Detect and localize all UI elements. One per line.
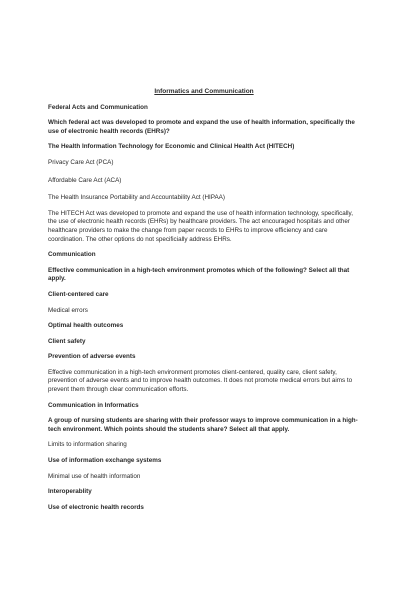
q1-option-pca: Privacy Care Act (PCA) bbox=[48, 158, 114, 166]
section-heading-communication: Communication bbox=[48, 251, 96, 259]
q1-option-aca: Affordable Care Act (ACA) bbox=[48, 176, 122, 184]
q3-option-info-exchange-systems: Use of information exchange systems bbox=[48, 457, 162, 465]
q3-option-minimal-use: Minimal use of health information bbox=[48, 472, 141, 480]
section-heading-federal-acts: Federal Acts and Communication bbox=[48, 103, 148, 111]
q3-option-limits-info-sharing: Limits to information sharing bbox=[48, 441, 127, 449]
q2-option-medical-errors: Medical errors bbox=[48, 306, 88, 314]
q2-option-client-centered-care: Client-centered care bbox=[48, 290, 109, 298]
question-2: Effective communication in a high-tech environment promotes which of the following? Select all that apply. bbox=[48, 266, 350, 283]
question-3: A group of nursing students are sharing with their professor ways to improve communication in a high-tech environment. Which points should the students share? Select all that apply. bbox=[48, 417, 358, 433]
question-1: Which federal act was developed to promote and expand the use of health information, specifically the use of electronic health records (EHRs)? bbox=[48, 119, 355, 135]
q1-option-hipaa: The Health Insurance Portability and Accountability Act (HIPAA) bbox=[48, 194, 225, 202]
q2-option-prevention-adverse-events: Prevention of adverse events bbox=[48, 353, 136, 361]
q3-option-interoperability: Interoperablity bbox=[48, 488, 92, 496]
section-heading-communication-informatics: Communication in Informatics bbox=[48, 401, 139, 409]
q1-rationale: The HITECH Act was developed to promote and expand the use of health information technology, specifically, the use of electronic health records (EHRs) by healthcare providers. The act encouraged hospitals and other healthcare providers to make the change from paper records to EHRs to improve efficiency and care coordination. The other options do not specificially address EHRs. bbox=[48, 209, 353, 243]
q2-rationale: Effective communication in a high-tech environment promotes client-centered, quality care, client safety, prevention of adverse events and to improve health outcomes. It does not promote medical errors but aims to prevent them through clear communication efforts. bbox=[48, 368, 353, 394]
q2-option-client-safety: Client safety bbox=[48, 337, 86, 345]
q1-option-hitech: The Health Information Technology for Economic and Clinical Health Act (HITECH) bbox=[48, 143, 295, 151]
q2-option-optimal-health-outcomes: Optimal health outcomes bbox=[48, 322, 124, 330]
q3-option-ehr: Use of electronic health records bbox=[48, 503, 144, 511]
document-title: Informatics and Communication bbox=[154, 88, 254, 95]
